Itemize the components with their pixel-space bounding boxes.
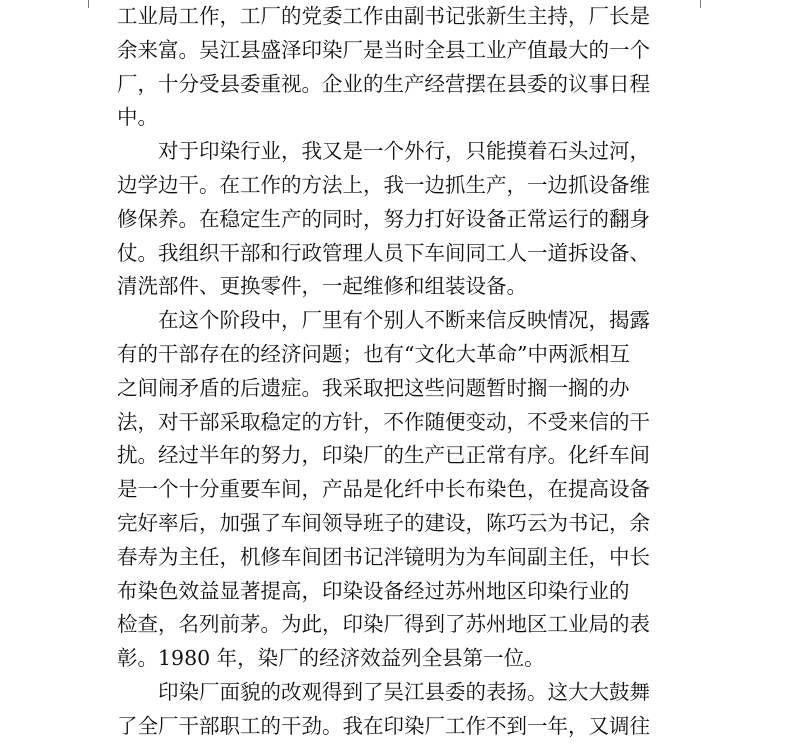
- text-line: 了全厂干部职工的干劲。我在印染厂工作不到一年，又调往: [117, 713, 650, 738]
- paragraph-start-line: 印染厂面貌的改观得到了吴江县委的表扬。这大大鼓舞: [158, 679, 650, 704]
- text-line: 中。: [117, 105, 158, 130]
- text-line: 布染色效益显著提高，印染设备经过苏州地区印染行业的: [117, 578, 630, 603]
- text-line: 工业局工作，工厂的党委工作由副书记张新生主持，厂长是: [117, 4, 650, 28]
- text-line: 完好率后，加强了车间领导班子的建设，陈巧云为书记，余: [117, 510, 650, 535]
- text-line: 彰。1980 年，染厂的经济效益列全县第一位。: [117, 646, 545, 671]
- text-line: 修保养。在稳定生产的同时，努力打好设备正常运行的翻身: [117, 206, 650, 231]
- crop-mark-left: [88, 0, 89, 8]
- text-line: 有的干部存在的经济问题；也有“文化大革命”中两派相互: [117, 341, 630, 366]
- text-line: 厂，十分受县委重视。企业的生产经营摆在县委的议事日程: [117, 71, 650, 96]
- paragraph-start-line: 在这个阶段中，厂里有个别人不断来信反映情况，揭露: [158, 308, 650, 333]
- paragraph-start-line: 对于印染行业，我又是一个外行，只能摸着石头过河，: [158, 139, 650, 164]
- text-line: 法，对干部采取稳定的方针，不作随便变动，不受来信的干: [117, 409, 650, 434]
- text-line: 边学边干。在工作的方法上，我一边抓生产，一边抓设备维: [117, 172, 650, 197]
- text-line: 检查，名列前茅。为此，印染厂得到了苏州地区工业局的表: [117, 612, 650, 637]
- text-line: 余来富。吴江县盛泽印染厂是当时全县工业产值最大的一个: [117, 37, 650, 62]
- text-line: 清洗部件、更换零件，一起维修和组装设备。: [117, 274, 527, 299]
- text-line: 是一个十分重要车间，产品是化纤中长布染色，在提高设备: [117, 477, 650, 502]
- document-body-text: [117, 0, 677, 744]
- crop-mark-right: [700, 0, 701, 8]
- text-line: 扰。经过半年的努力，印染厂的生产已正常有序。化纤车间: [117, 443, 650, 468]
- text-line: 春寿为主任，机修车间团书记泮镜明为为车间副主任，中长: [117, 544, 650, 569]
- text-line: 仗。我组织干部和行政管理人员下车间同工人一道拆设备、: [117, 240, 650, 265]
- text-line: 之间闹矛盾的后遗症。我采取把这些问题暂时搁一搁的办: [117, 375, 630, 400]
